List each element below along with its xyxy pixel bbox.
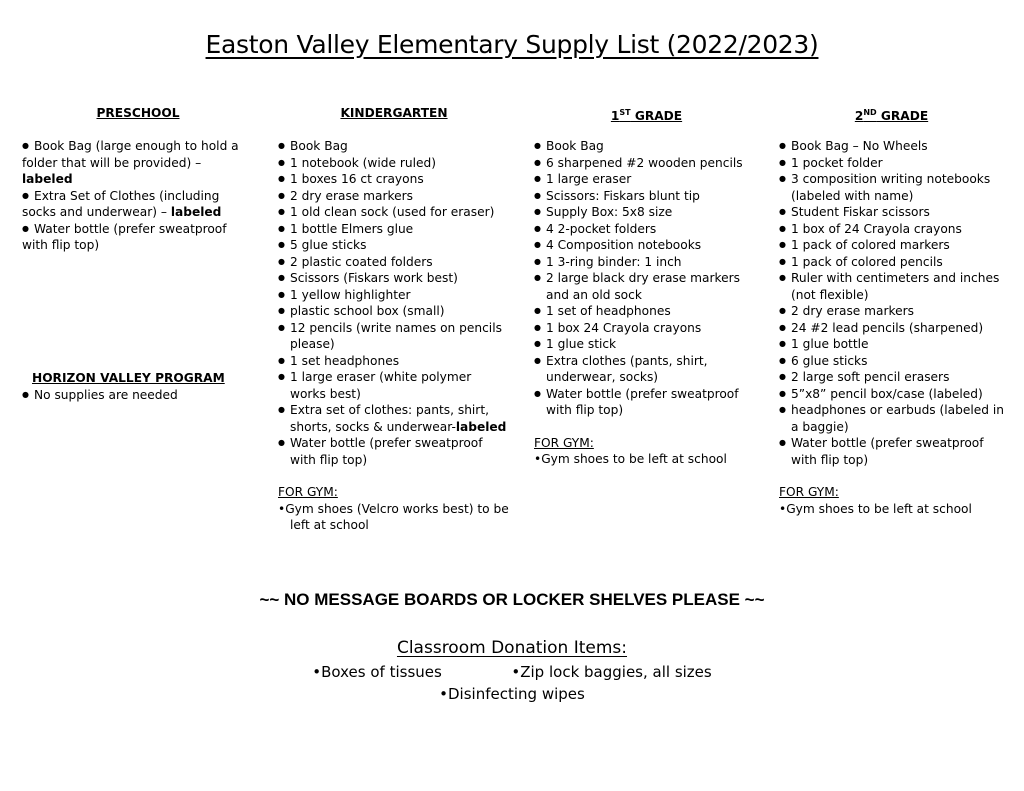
list-item: ● headphones or earbuds (labeled in a baggie) bbox=[779, 402, 1004, 435]
kindergarten-heading: KINDERGARTEN bbox=[340, 106, 448, 120]
list-item: ● 1 box 24 Crayola crayons bbox=[534, 320, 759, 337]
list-item: ● 1 pocket folder bbox=[779, 155, 1004, 172]
list-item: ● 1 pack of colored pencils bbox=[779, 254, 1004, 271]
list-item: ● Book Bag bbox=[534, 138, 759, 155]
first-grade-heading: 1ST GRADE bbox=[610, 108, 683, 123]
gym-item: •Gym shoes (Velcro works best) to be left at school bbox=[278, 501, 509, 532]
preschool-heading: PRESCHOOL bbox=[96, 106, 180, 120]
list-item: ● 5”x8” pencil box/case (labeled) bbox=[779, 386, 1004, 403]
list-item: ● 1 glue bottle bbox=[779, 336, 1004, 353]
list-item: ● Extra set of clothes: pants, shirt, shorts, socks & underwear-labeled bbox=[278, 402, 510, 435]
list-item: ● 1 set headphones bbox=[278, 353, 510, 370]
list-item: ● 1 old clean sock (used for eraser) bbox=[278, 204, 510, 221]
donation-item: •Disinfecting wipes bbox=[439, 685, 585, 703]
list-item: ● 1 large eraser bbox=[534, 171, 759, 188]
list-item: ● Book Bag (large enough to hold a folder that will be provided) – labeled bbox=[22, 138, 254, 188]
page-title: Easton Valley Elementary Supply List (2022/2023) bbox=[205, 30, 819, 59]
list-item: ● 12 pencils (write names on pencils please) bbox=[278, 320, 510, 353]
gym-label: FOR GYM: bbox=[534, 435, 594, 450]
list-item: ● 1 bottle Elmers glue bbox=[278, 221, 510, 238]
list-item: ● Student Fiskar scissors bbox=[779, 204, 1004, 221]
list-item: ● plastic school box (small) bbox=[278, 303, 510, 320]
list-item: ● Water bottle (prefer sweatproof with flip top) bbox=[278, 435, 510, 468]
list-item: ● Scissors: Fiskars blunt tip bbox=[534, 188, 759, 205]
list-item: ● 1 glue stick bbox=[534, 336, 759, 353]
second-grade-column bbox=[779, 104, 1004, 517]
list-item: ● 6 glue sticks bbox=[779, 353, 1004, 370]
donation-item: •Boxes of tissues bbox=[312, 663, 442, 681]
list-item: ● Extra Set of Clothes (including socks and underwear) – labeled bbox=[22, 188, 254, 221]
list-item: ● Extra clothes (pants, shirt, underwear, socks) bbox=[534, 353, 759, 386]
donation-title: Classroom Donation Items: bbox=[396, 638, 628, 658]
preschool-list bbox=[22, 138, 254, 254]
list-item: ● Water bottle (prefer sweatproof with flip top) bbox=[22, 221, 254, 254]
notice-banner: ~~ NO MESSAGE BOARDS OR LOCKER SHELVES PLEASE ~~ bbox=[259, 590, 765, 609]
gym-label: FOR GYM: bbox=[779, 485, 839, 499]
list-item: ● No supplies are needed bbox=[22, 387, 254, 404]
donation-item: •Zip lock baggies, all sizes bbox=[511, 663, 712, 681]
list-item: ● Water bottle (prefer sweatproof with flip top) bbox=[534, 386, 759, 419]
kindergarten-list bbox=[278, 138, 510, 468]
horizon-section bbox=[22, 369, 254, 404]
list-item: ● Scissors (Fiskars work best) bbox=[278, 270, 510, 287]
list-item: ● 2 large soft pencil erasers bbox=[779, 369, 1004, 386]
list-item: ● 1 pack of colored markers bbox=[779, 237, 1004, 254]
donation-row bbox=[0, 685, 1024, 703]
horizon-heading: HORIZON VALLEY PROGRAM bbox=[32, 371, 225, 385]
list-item: ● 24 #2 lead pencils (sharpened) bbox=[779, 320, 1004, 337]
list-item: ● 2 large black dry erase markers and an old sock bbox=[534, 270, 759, 303]
list-item: ● 1 box of 24 Crayola crayons bbox=[779, 221, 1004, 238]
second-grade-heading: 2ND GRADE bbox=[854, 108, 929, 123]
list-item: ● 2 dry erase markers bbox=[779, 303, 1004, 320]
list-item: ● 2 dry erase markers bbox=[278, 188, 510, 205]
list-item: ● 1 boxes 16 ct crayons bbox=[278, 171, 510, 188]
list-item: ● 4 Composition notebooks bbox=[534, 237, 759, 254]
list-item: ● 3 composition writing notebooks (labeled with name) bbox=[779, 171, 1004, 204]
gym-item: •Gym shoes to be left at school bbox=[779, 501, 972, 516]
list-item: ● 1 3-ring binder: 1 inch bbox=[534, 254, 759, 271]
list-item: ● Water bottle (prefer sweatproof with flip top) bbox=[779, 435, 1004, 468]
list-item: ● Ruler with centimeters and inches (not flexible) bbox=[779, 270, 1004, 303]
list-item: ● 1 yellow highlighter bbox=[278, 287, 510, 304]
list-item: ● Supply Box: 5x8 size bbox=[534, 204, 759, 221]
list-item: ● 5 glue sticks bbox=[278, 237, 510, 254]
kindergarten-column bbox=[278, 104, 510, 534]
list-item: ● 2 plastic coated folders bbox=[278, 254, 510, 271]
list-item: ● 1 large eraser (white polymer works best) bbox=[278, 369, 510, 402]
second-grade-list bbox=[779, 138, 1004, 468]
first-grade-column bbox=[534, 104, 759, 468]
preschool-column bbox=[22, 104, 254, 254]
list-item: ● Book Bag bbox=[278, 138, 510, 155]
gym-item: •Gym shoes to be left at school bbox=[534, 452, 727, 466]
list-item: ● 6 sharpened #2 wooden pencils bbox=[534, 155, 759, 172]
list-item: ● 1 notebook (wide ruled) bbox=[278, 155, 510, 172]
list-item: ● 4 2-pocket folders bbox=[534, 221, 759, 238]
horizon-list bbox=[22, 387, 254, 404]
donation-row bbox=[0, 663, 1024, 681]
list-item: ● Book Bag – No Wheels bbox=[779, 138, 1004, 155]
gym-label: FOR GYM: bbox=[278, 485, 338, 499]
first-grade-list bbox=[534, 138, 759, 419]
list-item: ● 1 set of headphones bbox=[534, 303, 759, 320]
